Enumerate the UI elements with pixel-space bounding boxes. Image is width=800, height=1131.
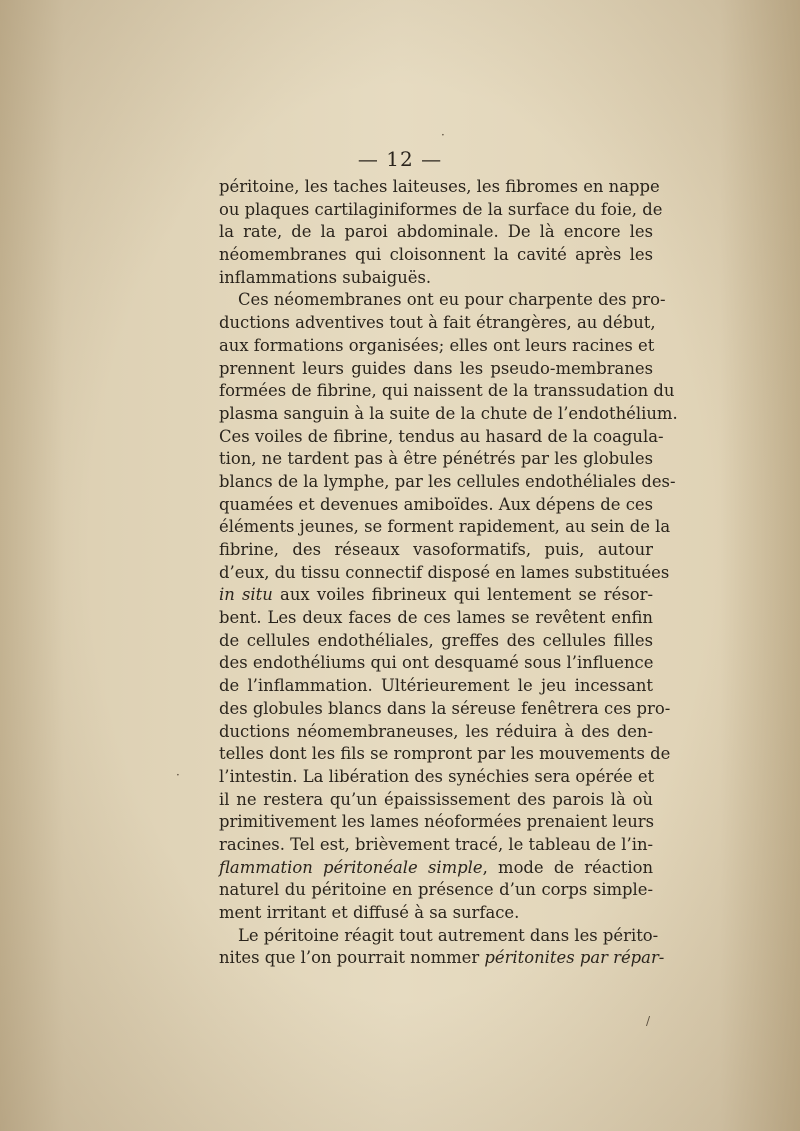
text-line: éléments jeunes, se forment rapidement, au sein de la (219, 517, 671, 537)
text-line: ductions adventives tout à fait étrangères, au début, (219, 313, 656, 333)
text-line: racines. Tel est, brièvement tracé, le tableau de l’in- (219, 834, 654, 854)
text-line: Ces voiles de fibrine, tendus au hasard de la coagula- (219, 426, 664, 446)
text-line (219, 857, 653, 880)
text-line: péritoine, les taches laiteuses, les fibromes en nappe (219, 177, 660, 196)
text-line: il ne restera qu’un épaississement des parois là où (219, 789, 653, 809)
italic-term: in situ (219, 585, 273, 605)
text-line: prennent leurs guides dans les pseudo-membranes (219, 358, 653, 378)
print-speck: / (646, 1014, 651, 1028)
italic-term: flammation péritonéale simple (219, 857, 483, 877)
text-line: des globules blancs dans la séreuse fenêtrera ces pro- (219, 698, 671, 718)
text-line: Le péritoine réagit tout autrement dans les périto- (238, 925, 659, 945)
page-number: — 12 — (357, 147, 443, 171)
text-line: ou plaques cartilaginiformes de la surface du foie, de (219, 199, 663, 219)
text-line: la rate, de la paroi abdominale. De là encore les (219, 222, 653, 242)
text-line: blancs de la lymphe, par les cellules endothéliales des- (219, 471, 676, 491)
text-line: aux formations organisées; elles ont leurs racines et (219, 335, 655, 355)
text-line: bent. Les deux faces de ces lames se revêtent enfin (219, 608, 653, 628)
text-line: naturel du péritoine en présence d’un corps simple- (219, 880, 653, 900)
text-line: tion, ne tardent pas à être pénétrés par les globules (219, 449, 653, 469)
text-line: plasma sanguin à la suite de la chute de l’endothélium. (219, 403, 678, 423)
text-line: Ces néomembranes ont eu pour charpente des pro- (238, 290, 666, 310)
text-line: quamées et devenues amiboïdes. Aux dépens de ces (219, 494, 653, 514)
line-rest: aux voiles fibrineux qui lentement se résor- (272, 585, 653, 605)
print-speck: · (441, 128, 445, 142)
text-line: inflammations subaiguës. (219, 267, 432, 287)
italic-term: péritonites par répar- (484, 948, 665, 968)
body-text (219, 176, 678, 970)
text-line: ductions néomembraneuses, les réduira à des den- (219, 721, 653, 741)
text-line: néomembranes qui cloisonnent la cavité après les (219, 245, 653, 265)
text-line: primitivement les lames néoformées prenaient leurs (219, 812, 655, 832)
text-line: fibrine, des réseaux vasoformatifs, puis, autour (219, 540, 653, 559)
text-line: l’intestin. La libération des synéchies sera opérée et (219, 766, 655, 786)
line-rest: , mode de réaction (482, 857, 654, 877)
text-line: de l’inflammation. Ultérieurement le jeu incessant (219, 676, 653, 696)
text-line: formées de fibrine, qui naissent de la transsudation du (219, 381, 675, 401)
text-line (219, 584, 653, 607)
text-line: des endothéliums qui ont desquamé sous l’influence (219, 653, 654, 673)
text-line: telles dont les fils se rompront par les mouvements de (219, 744, 671, 764)
text-line (219, 947, 665, 970)
print-speck: · (176, 768, 180, 782)
line-start: nites que l’on pourrait nommer (219, 948, 485, 968)
text-line: ment irritant et diffusé à sa surface. (219, 903, 520, 922)
text-line: d’eux, du tissu connectif disposé en lames substituées (219, 562, 670, 582)
text-line: de cellules endothéliales, greffes des cellules filles (219, 630, 653, 650)
